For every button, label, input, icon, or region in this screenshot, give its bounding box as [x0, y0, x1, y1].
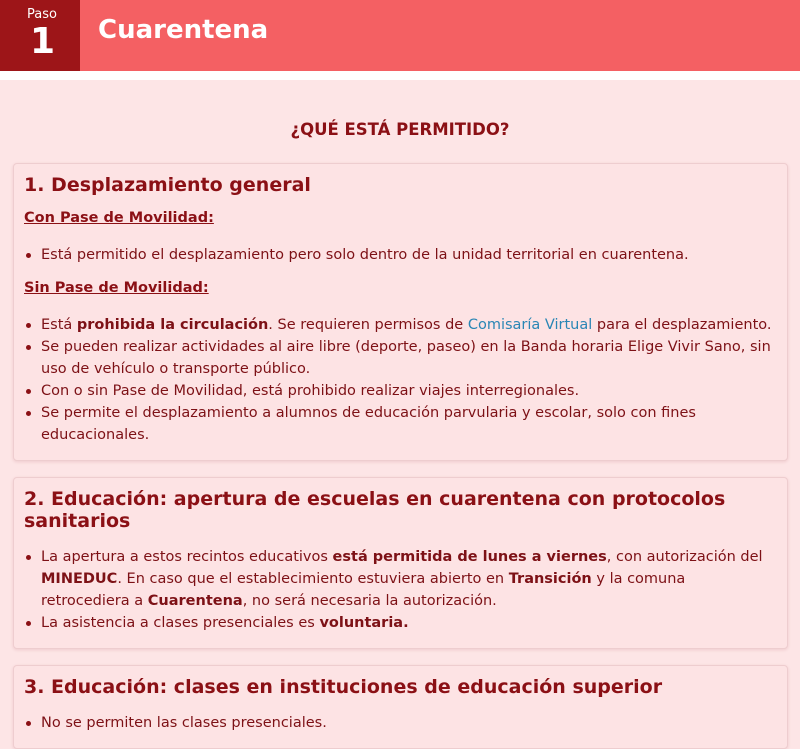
bold-text: Cuarentena	[147, 593, 243, 609]
card-school-opening	[13, 477, 788, 649]
card-higher-education	[13, 665, 788, 749]
list-item	[24, 612, 777, 634]
higher-education-list	[24, 712, 777, 734]
page-header	[0, 0, 800, 80]
with-pass-list	[24, 244, 777, 266]
school-opening-list	[24, 546, 777, 634]
text: , con autorización del	[606, 549, 763, 565]
bold-text: está permitida de lunes a viernes	[332, 549, 607, 565]
step-badge	[0, 0, 80, 71]
bold-text: voluntaria.	[319, 615, 409, 631]
bold-text: MINEDUC	[41, 571, 118, 587]
card-title: 3. Educación: clases en instituciones de educación superior	[24, 676, 663, 698]
card-general-movement	[13, 163, 788, 461]
page-title: Cuarentena	[98, 15, 269, 45]
text: y la comuna retrocediera a	[41, 571, 686, 609]
list-item: Se permite el desplazamiento a alumnos de educación parvularia y escolar, solo con fines educacionales.	[24, 402, 777, 446]
bold-text: Transición	[508, 571, 592, 587]
list-item: Está permitido el desplazamiento pero solo dentro de la unidad territorial en cuarentena.	[24, 244, 777, 266]
list-item: Se pueden realizar actividades al aire libre (deporte, paseo) en la Banda horaria Elige Vivir Sano, sin uso de vehículo o transporte público.	[24, 336, 777, 380]
text: La apertura a estos recintos educativos	[41, 549, 333, 565]
card-title: 2. Educación: apertura de escuelas en cuarentena con protocolos sanitarios	[24, 488, 726, 532]
without-pass-list	[24, 314, 777, 446]
allowed-heading: ¿QUÉ ESTÁ PERMITIDO?	[290, 120, 510, 139]
comisaria-virtual-link[interactable]: Comisaría Virtual	[467, 317, 593, 333]
with-pass-subheading: Con Pase de Movilidad:	[24, 210, 214, 226]
step-number: 1	[30, 21, 56, 62]
text: . Se requieren permisos de	[268, 317, 468, 333]
without-pass-subheading: Sin Pase de Movilidad:	[24, 280, 209, 296]
text: , no será necesaria la autorización.	[242, 593, 497, 609]
list-item	[24, 314, 777, 336]
list-item: No se permiten las clases presenciales.	[24, 712, 777, 734]
list-item	[24, 546, 777, 612]
bold-text: prohibida la circulación	[76, 317, 269, 333]
list-item: Con o sin Pase de Movilidad, está prohibido realizar viajes interregionales.	[24, 380, 777, 402]
card-title: 1. Desplazamiento general	[24, 174, 311, 196]
text: La asistencia a clases presenciales es	[41, 615, 320, 631]
text: Está	[41, 317, 77, 333]
step-label: Paso	[27, 7, 57, 22]
text: . En caso que el establecimiento estuviera abierto en	[117, 571, 509, 587]
text: para el desplazamiento.	[592, 317, 772, 333]
